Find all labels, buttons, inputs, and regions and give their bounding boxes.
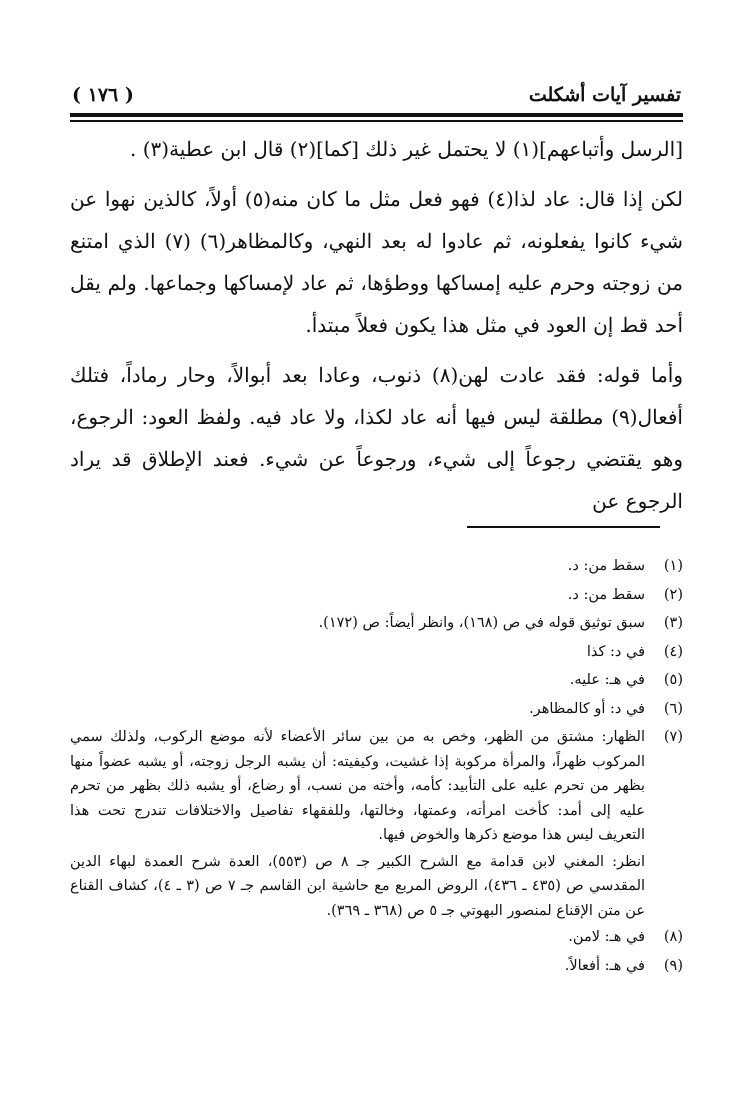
footnote [70,952,683,981]
footnote-text: في هـ: عليه. [569,672,645,688]
footnote-number: (٤) [663,643,683,660]
footnote-number: (٢) [663,586,683,603]
page-number: ( ١٧٦ ) [72,84,134,106]
paragraph-2: لكن إذا قال: عاد لذا(٤) فهو فعل مثل ما كان منه(٥) أولاً، كالذين نهوا عن شيء كانوا يفعلونه، ثم عادوا له بعد النهي، وكالمظاهر(٦) (٧) الذي امتنع من زوجته وحرم عليه إمساكها ووطؤها، ثم عاد لإمساكها وجماعها. ولم يقل أحد قط إن العود في مثل هذا يكون فعلاً مبتدأ. [70,187,683,337]
footnote-text: في د: كذا [586,643,645,660]
footnote-number: (٣) [663,615,683,631]
footnote [70,695,683,724]
footnote-number: (٨) [663,929,683,945]
footnote-number: (١) [663,558,683,574]
footnote-text [70,723,645,923]
paragraph-1: [الرسل وأتباعهم](١) لا يحتمل غير ذلك [كما](٢) قال ابن عطية(٣) . [129,137,683,161]
page-header [72,78,681,112]
footnote-number: (٧) [663,729,683,745]
footnote-text: في هـ: أفعالاً. [564,957,645,974]
footnote [70,552,683,581]
footnote [70,581,683,610]
footnote [70,666,683,695]
header-rule-thin [70,120,683,122]
footnote-text: سبق توثيق قوله في ص (١٦٨)، وانظر أيضاً: ص (١٧٢). [318,615,645,631]
paragraph-3: وأما قوله: فقد عادت لهن(٨) ذنوب، وعادا بعد أبوالاً، وحار رماداً، فتلك أفعال(٩) مطلقة ليس فيها أنه عاد لكذا، ولا عاد فيه. ولفظ العود: الرجوع، وهو يقتضي رجوعاً إلى شيء، ورجوعاً عن شيء. فعند الإطلاق قد يراد الرجوع عن [70,363,683,513]
footnote-references: انظر: المغني لابن قدامة مع الشرح الكبير جـ ٨ ص (٥٥٣)، العدة شرح العمدة لبهاء الدين المقدسي ص (٤٣٥ ـ ٤٣٦)، الروض المربع مع حاشية ابن القاسم جـ ٧ ص (٣ ـ ٤)، كشاف القناع عن متن الإقناع لمنصور البهوتي جـ ٥ ص (٣٦٨ ـ ٣٦٩). [70,853,646,919]
footnote [70,723,683,923]
footnote-number: (٩) [663,957,683,974]
footnote-separator [467,526,660,528]
footnote-number: (٦) [663,700,683,717]
footnote [70,923,683,952]
main-text [70,128,683,522]
running-title: تفسير آيات أشكلت [528,84,681,106]
footnote [70,638,683,667]
footnote-definition: الظهار: مشتق من الظهر، وخص به من بين سائر الأعضاء لأنه موضع الركوب، ولذلك سمي المركوب ظهراً، والمرأة مركوبة إذا غشيت، وكيفيته: أن يشبه الرجل زوجته، أو يشبه عضواً منها بظهر من تحرم عليه على التأبيد: كأمه، وأخته من نسب، أو رضاع، أو يشبه ذلك بظهر من تحرم عليه إلى أمد: كأخت امرأته، وعمتها، وخالتها، وللفقهاء تفاصيل والاختلافات تندرج تحت هذا التعريف ليس هذا موضع ذكرها والخوض فيها. [70,729,645,843]
footnotes [70,552,683,980]
footnote-text: في هـ: لامن. [568,929,645,945]
footnote-text: سقط من: د. [567,586,645,603]
footnote-text: سقط من: د. [567,558,645,574]
header-rule-thick [70,113,683,117]
footnote [70,609,683,638]
footnote-number: (٥) [663,672,683,688]
footnote-text: في د: أو كالمظاهر. [529,700,645,717]
